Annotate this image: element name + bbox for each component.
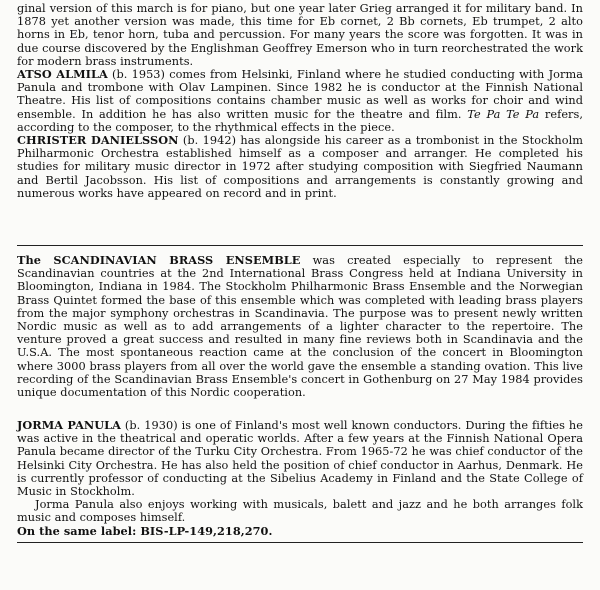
same-label-line: On the same label: BIS-LP-149,218,270. [17,523,273,538]
almila-paragraph: ATSO ALMILA (b. 1953) comes from Helsinki, Finland where he studied conducting with Jorma Panula and trombone with Olav Lampinen. Since 1982 he is conductor at the Finnish National Theatre. His list of compositions contains chamber music as well as works for choir and wind ensemble. In addition he has also written music for the theatre and film. Te Pa Te Pa refers, according to the composer, to the rhythmical effects in the piece. [17,67,583,134]
grieg-paragraph: ginal version of this march is for piano, but one year later Grieg arranged it for military band. In 1878 yet another version was made, this time for Eb cornet, 2 Bb cornets, Eb trumpet, 2 alto horns in Eb, tenor horn, tuba and percussion. For many years the score was forgotten. It was in due course discovered by the Englishman Geoffrey Emerson who in turn reorchestrated the work for modern brass instruments. [17,2,583,68]
panula-name: JORMA PANULA [17,418,121,432]
panula-paragraph: JORMA PANULA (b. 1930) is one of Finland's most well known conductors. During the fifties he was active in the theatrical and operatic worlds. After a few years at the Finnish National Opera Panula became director of the Turku City Orchestra. From 1965-72 he was chief conductor of the Helsinki City Orchestra. He has also held the position of chief conductor in Aarhus, Denmark. He is currently professor of conducting at the Sibelius Academy in Finland and the State College of Music in Stockholm. [17,418,583,499]
ensemble-section [17,254,583,399]
ensemble-name: The SCANDINAVIAN BRASS ENSEMBLE [17,253,301,267]
composers-section [17,2,583,200]
danielsson-name: CHRISTER DANIELSSON [17,133,179,148]
divider-rule [17,245,583,246]
divider-rule [17,542,583,543]
panula-paragraph-2: Jorma Panula also enjoys working with musicals, balett and jazz and he both arranges folk music and composes himself. [17,498,583,525]
almila-work-title: Te Pa Te Pa [467,107,540,121]
conductor-section [17,419,583,538]
ensemble-paragraph: The SCANDINAVIAN BRASS ENSEMBLE was created especially to represent the Scandinavian countries at the 2nd International Brass Congress held at Indiana University in Bloomington, Indiana in 1984. The Stockholm Philharmonic Brass Ensemble and the Norwegian Brass Quintet formed the base of this ensemble which was completed with leading brass players from the major symphony orchestras in Scandinavia. The purpose was to present newly written Nordic music as well as to add arrangements of a lighter character to the repertoire. The venture proved a great success and resulted in many fine reviews both in Scandinavia and the U.S.A. The most spontaneous reaction came at the conclusion of the concert in Bloomington where 3000 brass players from all over the world gave the ensemble a standing ovation. This live recording of the Scandinavian Brass Ensemble's concert in Gothenburg on 27 May 1984 provides unique documentation of this Nordic cooperation. [17,253,583,400]
danielsson-paragraph: CHRISTER DANIELSSON (b. 1942) has alongside his career as a trombonist in the Stockholm Philharmonic Orchestra established himself as a composer and arranger. He completed his studies for military music director in 1972 after studying composition with Siegfried Naumann and Bertil Jacobsson. His list of compositions and arrangements is constantly growing and numerous works have appeared on record and in print. [17,133,583,200]
almila-name: ATSO ALMILA [17,67,108,82]
